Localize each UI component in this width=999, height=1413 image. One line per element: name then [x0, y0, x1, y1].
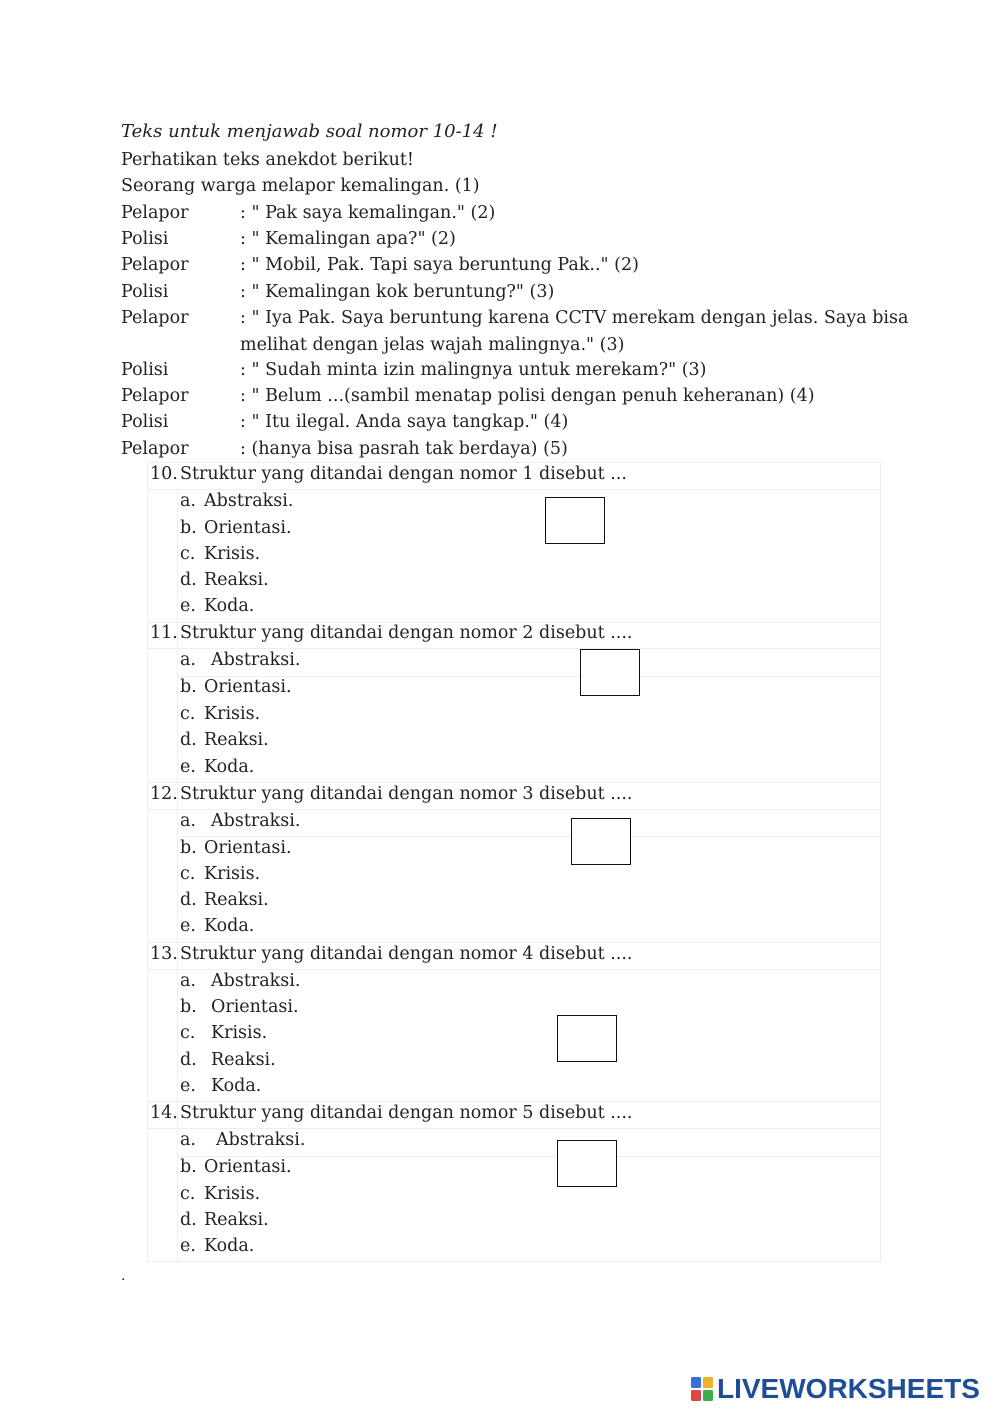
- table-border: [147, 462, 148, 1262]
- liveworksheets-logo-icon: [691, 1377, 713, 1401]
- dialog-utterance: : (hanya bisa pasrah tak berdaya) (5): [240, 439, 568, 459]
- page-title: Teks untuk menjawab soal nomor 10-14 !: [121, 121, 498, 142]
- option-letter: d.: [180, 730, 197, 750]
- option-letter: d.: [180, 1210, 197, 1230]
- option-letter: d.: [180, 890, 197, 910]
- option-text: Krisis.: [204, 1184, 261, 1204]
- option-letter: a.: [180, 971, 196, 991]
- option-text: Koda.: [204, 596, 255, 616]
- question-text: Struktur yang ditandai dengan nomor 5 disebut ....: [180, 1103, 633, 1123]
- dialog-utterance: : " Sudah minta izin malingnya untuk merekam?" (3): [240, 360, 707, 380]
- dialog-utterance: : " Kemalingan kok beruntung?" (3): [240, 282, 555, 302]
- option-letter: d.: [180, 1050, 197, 1070]
- option-text: Koda.: [204, 757, 255, 777]
- answer-box-q14[interactable]: [557, 1140, 617, 1187]
- dialog-speaker: Polisi: [121, 282, 169, 302]
- dialog-speaker: Pelapor: [121, 203, 189, 223]
- question-number: 14.: [150, 1103, 178, 1123]
- dialog-utterance: : " Iya Pak. Saya beruntung karena CCTV merekam dengan jelas. Saya bisa: [240, 308, 909, 328]
- dialog-utterance: : " Pak saya kemalingan." (2): [240, 203, 496, 223]
- table-border: [147, 462, 881, 463]
- dialog-speaker: Polisi: [121, 229, 169, 249]
- option-letter: e.: [180, 916, 196, 936]
- dialog-speaker: Pelapor: [121, 255, 189, 275]
- option-text: Orientasi.: [204, 677, 292, 697]
- question-text: Struktur yang ditandai dengan nomor 1 disebut ...: [180, 464, 627, 484]
- table-border: [147, 782, 881, 783]
- option-letter: e.: [180, 757, 196, 777]
- table-border: [177, 836, 881, 837]
- option-text: Abstraksi.: [211, 650, 301, 670]
- dialog-speaker: Polisi: [121, 412, 169, 432]
- option-letter: e.: [180, 1076, 196, 1096]
- table-border: [147, 1101, 881, 1102]
- table-border: [147, 489, 881, 490]
- option-text: Orientasi.: [204, 838, 292, 858]
- answer-box-q13[interactable]: [557, 1015, 617, 1062]
- question-text: Struktur yang ditandai dengan nomor 4 disebut ....: [180, 944, 633, 964]
- option-text: Krisis.: [204, 704, 261, 724]
- table-border: [147, 969, 881, 970]
- dialog-utterance: : " Belum ...(sambil menatap polisi dengan penuh keheranan) (4): [240, 386, 815, 406]
- option-letter: c.: [180, 544, 196, 564]
- option-text: Koda.: [204, 916, 255, 936]
- question-number: 13.: [150, 944, 178, 964]
- table-border: [147, 942, 881, 943]
- dialog-speaker: Pelapor: [121, 308, 189, 328]
- answer-box-q11[interactable]: [580, 649, 640, 696]
- option-letter: b.: [180, 838, 197, 858]
- dialog-speaker: Polisi: [121, 360, 169, 380]
- option-letter: c.: [180, 1184, 196, 1204]
- option-text: Abstraksi.: [204, 491, 294, 511]
- dialog-speaker: Pelapor: [121, 439, 189, 459]
- table-border: [177, 489, 178, 1262]
- option-text: Krisis.: [211, 1023, 268, 1043]
- option-text: Abstraksi.: [211, 811, 301, 831]
- option-text: Krisis.: [204, 864, 261, 884]
- dialog-utterance: : " Itu ilegal. Anda saya tangkap." (4): [240, 412, 569, 432]
- option-text: Reaksi.: [211, 1050, 276, 1070]
- option-text: Orientasi.: [211, 997, 299, 1017]
- dialog-utterance: melihat dengan jelas wajah malingnya." (3): [240, 335, 625, 355]
- option-letter: b.: [180, 1157, 197, 1177]
- option-text: Koda.: [211, 1076, 262, 1096]
- option-letter: c.: [180, 704, 196, 724]
- option-letter: b.: [180, 997, 197, 1017]
- liveworksheets-logo: [691, 1374, 980, 1404]
- option-letter: a.: [180, 491, 196, 511]
- option-text: Reaksi.: [204, 570, 269, 590]
- option-text: Krisis.: [204, 544, 261, 564]
- option-letter: e.: [180, 596, 196, 616]
- dialog-utterance: : " Mobil, Pak. Tapi saya beruntung Pak.." (2): [240, 255, 639, 275]
- option-letter: e.: [180, 1236, 196, 1256]
- question-number: 11.: [150, 623, 178, 643]
- question-number: 10.: [150, 464, 178, 484]
- table-border: [880, 462, 881, 1262]
- option-letter: b.: [180, 677, 197, 697]
- option-letter: a.: [180, 650, 196, 670]
- option-letter: c.: [180, 1023, 196, 1043]
- table-border: [147, 648, 881, 649]
- table-border: [147, 809, 881, 810]
- option-text: Koda.: [204, 1236, 255, 1256]
- option-text: Reaksi.: [204, 890, 269, 910]
- option-text: Abstraksi.: [216, 1130, 306, 1150]
- option-text: Reaksi.: [204, 730, 269, 750]
- option-text: Abstraksi.: [211, 971, 301, 991]
- table-border: [147, 1261, 881, 1262]
- intro-line: Perhatikan teks anekdot berikut!: [121, 150, 414, 170]
- question-number: 12.: [150, 784, 178, 804]
- footer-dot: .: [121, 1268, 126, 1284]
- option-text: Orientasi.: [204, 518, 292, 538]
- question-text: Struktur yang ditandai dengan nomor 3 disebut ....: [180, 784, 633, 804]
- intro-line: Seorang warga melapor kemalingan. (1): [121, 176, 480, 196]
- option-letter: c.: [180, 864, 196, 884]
- option-letter: d.: [180, 570, 197, 590]
- answer-box-q10[interactable]: [545, 497, 605, 544]
- dialog-speaker: Pelapor: [121, 386, 189, 406]
- option-text: Reaksi.: [204, 1210, 269, 1230]
- dialog-utterance: : " Kemalingan apa?" (2): [240, 229, 456, 249]
- table-border: [147, 1128, 881, 1129]
- question-text: Struktur yang ditandai dengan nomor 2 disebut ....: [180, 623, 633, 643]
- option-text: Orientasi.: [204, 1157, 292, 1177]
- option-letter: a.: [180, 1130, 196, 1150]
- brand-name: LIVEWORKSHEETS: [717, 1373, 980, 1404]
- option-letter: a.: [180, 811, 196, 831]
- answer-box-q12[interactable]: [571, 818, 631, 865]
- option-letter: b.: [180, 518, 197, 538]
